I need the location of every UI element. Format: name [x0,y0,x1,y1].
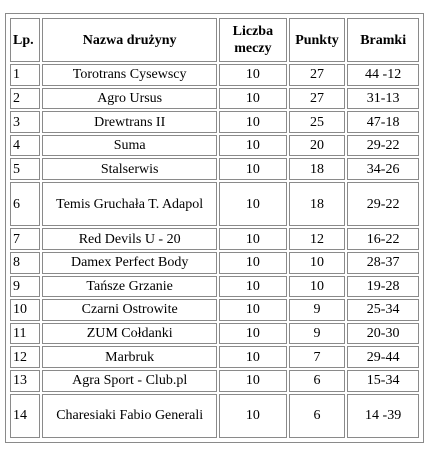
cell-goals: 29-22 [347,135,419,157]
cell-lp: 11 [10,323,40,345]
cell-played: 10 [219,299,287,321]
cell-goals: 20-30 [347,323,419,345]
cell-goals: 29-44 [347,346,419,368]
table-row [10,182,419,226]
cell-team: Temis Gruchała T. Adapol [42,182,217,226]
cell-lp: 7 [10,228,40,250]
cell-points: 27 [289,64,346,86]
cell-team: ZUM Cołdanki [42,323,217,345]
cell-played: 10 [219,276,287,298]
header-team: Nazwa drużyny [42,18,217,62]
cell-played: 10 [219,88,287,110]
cell-goals: 19-28 [347,276,419,298]
header-points: Punkty [289,18,346,62]
cell-points: 10 [289,252,346,274]
cell-goals: 31-13 [347,88,419,110]
table-row [10,88,419,110]
table-row [10,135,419,157]
table-row [10,252,419,274]
cell-goals: 16-22 [347,228,419,250]
cell-played: 10 [219,111,287,133]
cell-team: Agra Sport - Club.pl [42,370,217,392]
cell-goals: 28-37 [347,252,419,274]
cell-lp: 4 [10,135,40,157]
cell-lp: 12 [10,346,40,368]
cell-team: Charesiaki Fabio Generali [42,394,217,438]
header-played: Liczba meczy [219,18,287,62]
cell-points: 10 [289,276,346,298]
cell-lp: 9 [10,276,40,298]
header-goals: Bramki [347,18,419,62]
table-row [10,370,419,392]
cell-played: 10 [219,182,287,226]
cell-team: Tańsze Grzanie [42,276,217,298]
cell-team: Agro Ursus [42,88,217,110]
header-lp: Lp. [10,18,40,62]
cell-lp: 5 [10,158,40,180]
cell-team: Red Devils U - 20 [42,228,217,250]
standings-frame [5,13,424,443]
cell-team: Torotrans Cysewscy [42,64,217,86]
cell-played: 10 [219,252,287,274]
cell-team: Drewtrans II [42,111,217,133]
cell-points: 18 [289,158,346,180]
table-row [10,394,419,438]
cell-played: 10 [219,323,287,345]
cell-played: 10 [219,158,287,180]
cell-lp: 6 [10,182,40,226]
cell-played: 10 [219,346,287,368]
cell-points: 25 [289,111,346,133]
cell-points: 18 [289,182,346,226]
cell-team: Czarni Ostrowite [42,299,217,321]
table-row [10,299,419,321]
cell-points: 9 [289,323,346,345]
cell-lp: 8 [10,252,40,274]
cell-points: 7 [289,346,346,368]
table-row [10,346,419,368]
standings-table [8,16,421,440]
cell-lp: 3 [10,111,40,133]
cell-team: Marbruk [42,346,217,368]
cell-played: 10 [219,64,287,86]
cell-goals: 14 -39 [347,394,419,438]
cell-points: 6 [289,370,346,392]
cell-points: 9 [289,299,346,321]
cell-lp: 1 [10,64,40,86]
cell-goals: 47-18 [347,111,419,133]
cell-team: Suma [42,135,217,157]
table-row [10,64,419,86]
header-row [10,18,419,62]
cell-points: 12 [289,228,346,250]
cell-played: 10 [219,228,287,250]
cell-team: Stalserwis [42,158,217,180]
table-row [10,323,419,345]
cell-lp: 13 [10,370,40,392]
cell-goals: 15-34 [347,370,419,392]
cell-played: 10 [219,394,287,438]
cell-points: 27 [289,88,346,110]
cell-points: 20 [289,135,346,157]
table-row [10,228,419,250]
cell-goals: 29-22 [347,182,419,226]
cell-goals: 44 -12 [347,64,419,86]
cell-lp: 14 [10,394,40,438]
cell-goals: 34-26 [347,158,419,180]
table-row [10,276,419,298]
cell-lp: 2 [10,88,40,110]
cell-team: Damex Perfect Body [42,252,217,274]
cell-points: 6 [289,394,346,438]
cell-played: 10 [219,135,287,157]
cell-played: 10 [219,370,287,392]
table-row [10,158,419,180]
table-row [10,111,419,133]
cell-goals: 25-34 [347,299,419,321]
cell-lp: 10 [10,299,40,321]
